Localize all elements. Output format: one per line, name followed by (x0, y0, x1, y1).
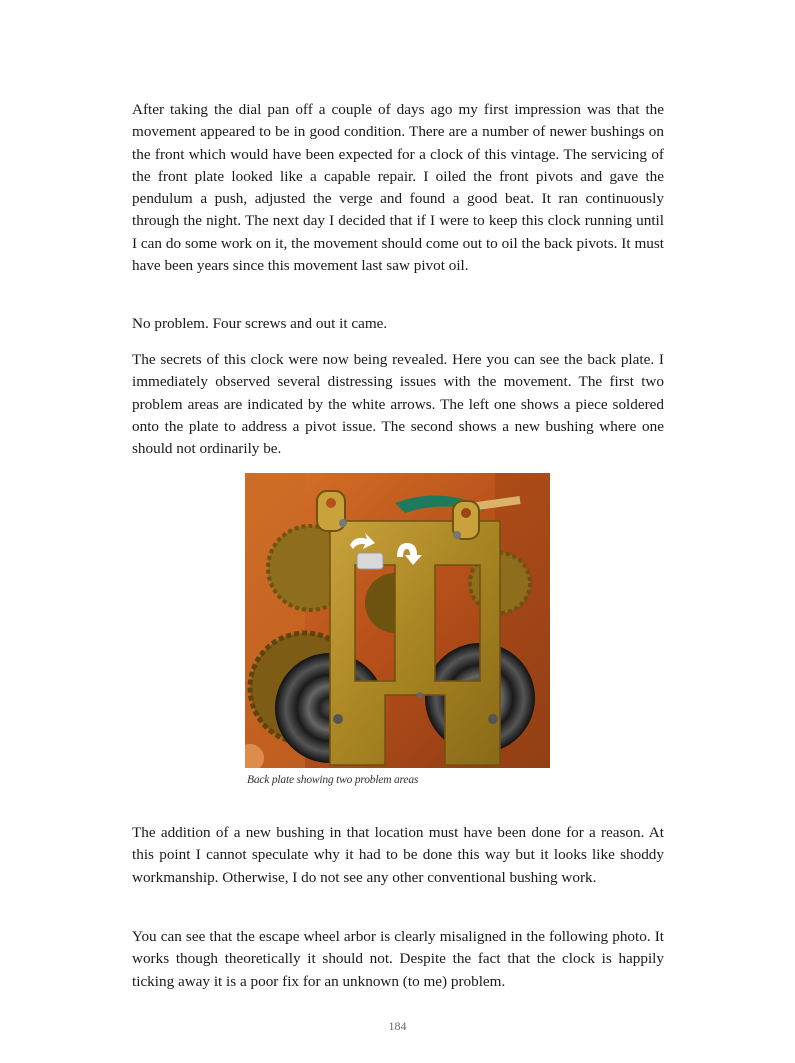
paragraph-secrets: The secrets of this clock were now being revealed. Here you can see the back plate. I immediately observed several distressing issues with the movement. The first two problem areas are indicated by the white arrows. The left one shows a piece soldered onto the plate to address a pivot issue. The second shows a new bushing where one should not ordinarily be. (132, 351, 664, 458)
clock-back-plate-photo (245, 473, 550, 768)
paragraph-bushing: The addition of a new bushing in that location must have been done for a reason. At this point I cannot speculate why it had to be done this way but it looks like shoddy workmanship. Otherwise, I do not see any other conventional bushing work. (132, 824, 664, 886)
paragraph-intro: After taking the dial pan off a couple of days ago my first impression was that the movement appeared to be in good condition. There are a number of newer bushings on the front which would have been expected for a clock of this vintage. The servicing of the front plate looked like a capable repair. I oiled the front pivots and gave the pendulum a push, adjusted the verge and found a good beat. It ran continuously through the night. The next day I decided that if I were to keep this clock running until I can do some work on it, the movement should come out to oil the back pivots. It must have been years since this movement last saw pivot oil. (132, 101, 664, 275)
paragraph-escape-wheel: You can see that the escape wheel arbor is clearly misaligned in the following photo. It works though theoretically it should not. Despite the fact that the clock is happily ticking away it is a poor fix for an unknown (to me) problem. (132, 928, 664, 990)
paragraph-no-problem: No problem. Four screws and out it came. (132, 315, 388, 332)
figure-caption: Back plate showing two problem areas (247, 774, 419, 786)
page-number: 184 (388, 1019, 407, 1033)
